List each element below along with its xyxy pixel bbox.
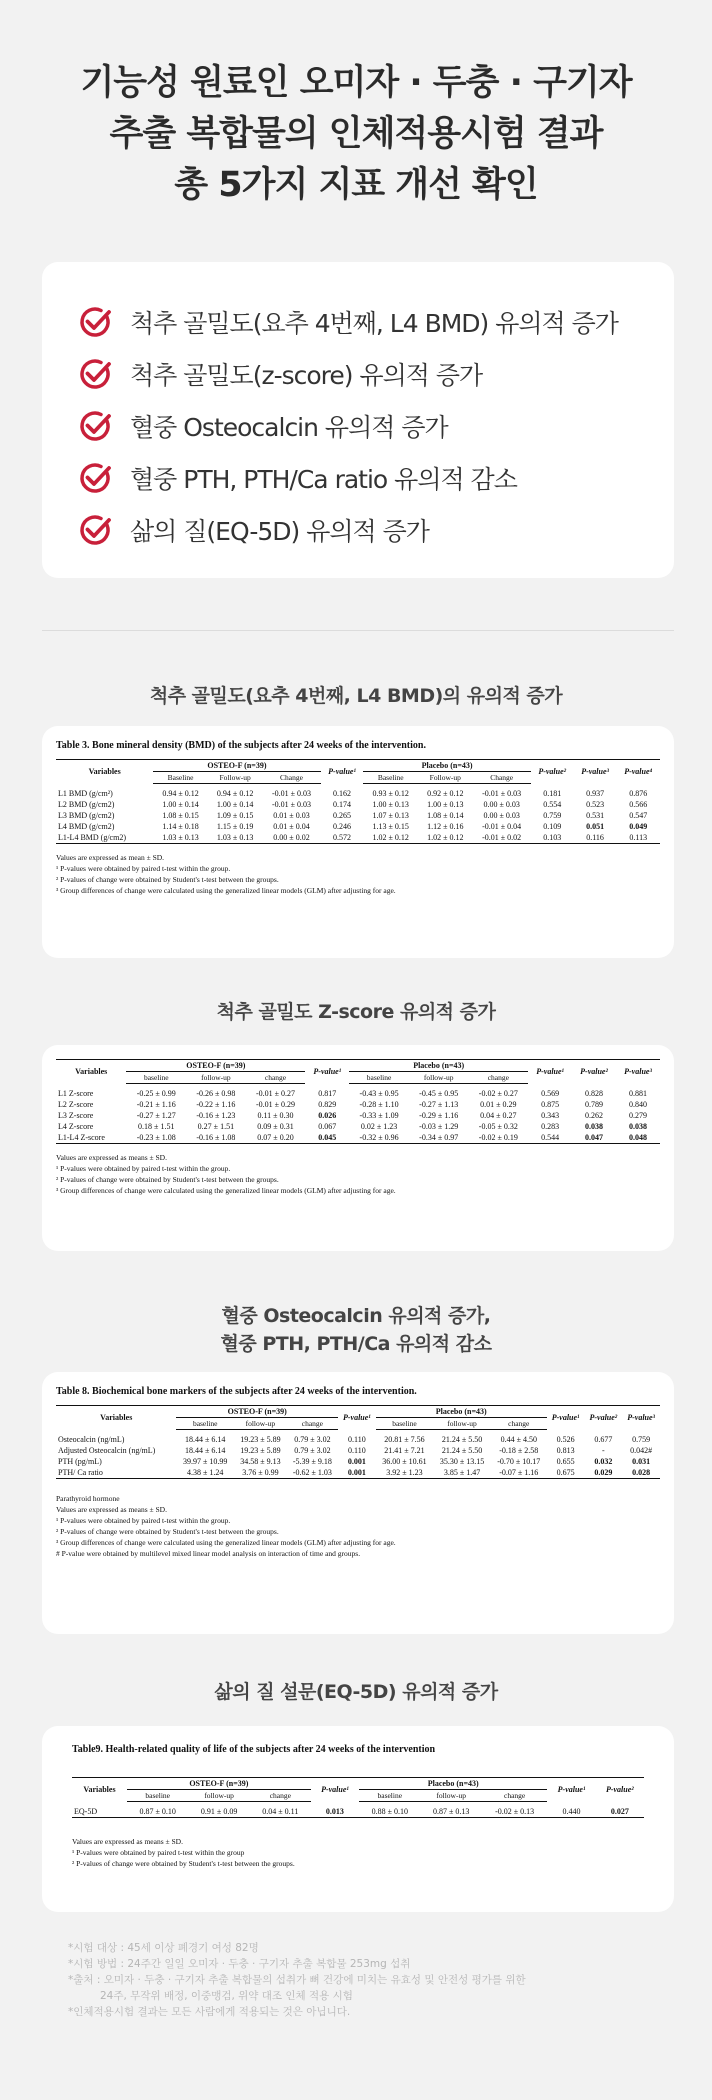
row-label: L2 BMD (g/cm2): [58, 800, 115, 809]
table-cell: -0.18 ± 2.58: [499, 1446, 539, 1455]
table-cell: 0.032: [594, 1457, 613, 1466]
table-cell: -0.25 ± 0.99: [136, 1089, 176, 1098]
table-note: ² P-values of change were obtained by Student's t-test between the groups.: [56, 1527, 279, 1536]
col-pvalue: P-value³: [616, 1060, 660, 1084]
col-baseline: baseline: [126, 1072, 186, 1084]
footnotes: [68, 1940, 526, 2020]
table-notes: [56, 1493, 660, 1559]
table-cell: 0.677: [594, 1434, 613, 1444]
table-cell: 0.675: [547, 1467, 585, 1479]
table-cell: 0.031: [632, 1457, 651, 1466]
table-cell: -0.34 ± 0.97: [409, 1132, 469, 1144]
table-cell: 1.00 ± 0.13: [427, 800, 464, 809]
col-pvalue: P-value¹: [305, 1060, 349, 1084]
col-group-placebo: Placebo (n=43): [349, 1060, 528, 1072]
col-baseline: baseline: [349, 1072, 409, 1084]
table-note: Parathyroid hormone: [56, 1494, 120, 1503]
table-cell: -0.33 ± 1.09: [359, 1111, 399, 1120]
table-cell: -: [602, 1446, 605, 1455]
table-body: [72, 1802, 644, 1818]
check-circle-icon: [78, 513, 112, 547]
table-cell: 0.44 ± 4.50: [500, 1435, 537, 1444]
row-label: EQ-5D: [72, 1802, 127, 1818]
table-cell: 0.01 ± 0.03: [273, 811, 310, 820]
col-variables: Variables: [56, 1406, 176, 1430]
table-cell: 1.03 ± 0.13: [208, 832, 263, 844]
table-cell: -0.01 ± 0.27: [255, 1089, 296, 1098]
table-note: ¹ P-values were obtained by paired t-test within the group: [72, 1848, 245, 1857]
check-circle-icon: [78, 461, 112, 495]
col-variables: Variables: [72, 1778, 127, 1802]
table-cell: 21.24 ± 5.50: [441, 1435, 483, 1444]
row-label: Adjusted Osteocalcin (ng/mL): [58, 1446, 156, 1455]
table-cell: 0.00 ± 0.02: [262, 832, 320, 844]
table-cell: 1.02 ± 0.12: [363, 832, 418, 844]
col-baseline: baseline: [127, 1790, 188, 1802]
section-title-line: 혈중 PTH, PTH/Ca 유의적 감소: [220, 1333, 492, 1355]
bmd-table: [56, 759, 660, 844]
table-cell: -0.01 ± 0.03: [271, 789, 312, 798]
col-baseline: Baseline: [363, 772, 418, 784]
row-label: L4 BMD (g/cm2): [58, 822, 115, 831]
table-cell: 1.12 ± 0.16: [427, 822, 464, 831]
table-cell: -0.05 ± 0.32: [478, 1122, 518, 1131]
table-cell: 0.531: [586, 811, 605, 820]
table-cell: 0.181: [543, 788, 562, 798]
table-cell: 18.44 ± 6.14: [185, 1446, 226, 1455]
col-follow-up: follow-up: [188, 1790, 249, 1802]
table-cell: 0.817: [318, 1088, 337, 1098]
table-cell: 1.15 ± 0.19: [216, 822, 254, 831]
table-cell: -0.02 ± 0.27: [478, 1089, 518, 1098]
table-cell: 1.00 ± 0.14: [162, 800, 199, 809]
col-pvalue: P-value¹: [311, 1778, 359, 1802]
col-change: Change: [262, 772, 320, 784]
table-cell: 0.00 ± 0.03: [483, 800, 520, 809]
table-cell: 21.41 ± 7.21: [384, 1446, 425, 1455]
table-notes: [56, 1152, 660, 1196]
col-pvalue: P-value²: [572, 1060, 616, 1084]
table-cell: 0.279: [629, 1111, 647, 1120]
table-cell: 0.00 ± 0.03: [483, 811, 520, 820]
col-pvalue: P-value¹: [528, 1060, 572, 1084]
table-cell: 0.042#: [630, 1446, 653, 1455]
table-cell: -0.01 ± 0.29: [255, 1100, 296, 1109]
table-cell: 1.09 ± 0.15: [216, 811, 254, 820]
table-row: [56, 832, 660, 844]
table-cell: 1.13 ± 0.15: [372, 822, 409, 831]
col-pvalue: P-value²: [584, 1406, 622, 1430]
table-cell: -0.32 ± 0.96: [349, 1132, 409, 1144]
checklist-item: [78, 296, 674, 348]
table-cell: 20.81 ± 7.56: [384, 1435, 425, 1444]
table-cell: 0.92 ± 0.12: [427, 789, 464, 798]
table-cell: 0.93 ± 0.12: [372, 789, 409, 798]
table-cell: 0.27 ± 1.51: [197, 1122, 235, 1131]
col-change: change: [246, 1072, 306, 1084]
table-cell: 0.283: [541, 1122, 560, 1131]
table-row: [56, 1430, 660, 1446]
checklist-item: [78, 348, 674, 400]
table-cell: 0.789: [585, 1100, 604, 1109]
table-caption: Table 3. Bone mineral density (BMD) of the subjects after 24 weeks of the intervention.: [56, 740, 426, 751]
table-cell: 0.162: [333, 788, 352, 798]
table-cell: 0.067: [318, 1122, 337, 1131]
table-cell: 0.544: [528, 1132, 572, 1144]
col-pvalue: P-value²: [531, 760, 574, 784]
col-pvalue: P-value⁴: [617, 760, 661, 784]
col-follow-up: follow-up: [186, 1072, 246, 1084]
table-cell: 0.09 ± 0.31: [257, 1122, 294, 1131]
col-pvalue: P-value¹: [338, 1406, 376, 1430]
table-cell: 0.547: [629, 811, 648, 820]
row-label: L3 BMD (g/cm2): [58, 811, 115, 820]
table-card-z-score: [42, 1045, 674, 1251]
row-label: L1-L4 Z-score: [56, 1132, 126, 1144]
col-pvalue: P-value¹: [547, 1406, 585, 1430]
table-note: ¹ P-values were obtained by paired t-test within the group.: [56, 1516, 231, 1525]
table-cell: 0.94 ± 0.12: [162, 789, 199, 798]
table-cell: 0.343: [541, 1111, 560, 1120]
checklist-item-text: 척추 골밀도(요추 4번째, L4 BMD) 유의적 증가: [130, 309, 618, 338]
col-change: change: [491, 1418, 547, 1430]
table-cell: 1.00 ± 0.13: [372, 800, 409, 809]
result-checklist-card: [42, 262, 674, 578]
table-cell: 0.001: [338, 1467, 376, 1479]
check-circle-icon: [78, 357, 112, 391]
biomarker-table: [56, 1405, 660, 1479]
row-label: L1 Z-score: [58, 1088, 94, 1098]
table-note: Values are expressed as mean ± SD.: [56, 853, 165, 862]
table-cell: 3.92 ± 1.23: [376, 1467, 434, 1479]
footnote: 24주, 무작위 배정, 이중맹검, 위약 대조 인체 적용 시험: [100, 1990, 353, 2002]
table-note: Values are expressed as means ± SD.: [72, 1837, 183, 1846]
table-cell: -0.02 ± 0.19: [469, 1132, 529, 1144]
table-row: [56, 810, 660, 821]
table-cell: 0.759: [543, 811, 562, 820]
table-note: ³ Group differences of change were calculated using the generalized linear models (GLM) after adjusting for age.: [56, 1186, 396, 1195]
table-cell: -0.01 ± 0.02: [473, 832, 531, 844]
col-variables: Variables: [56, 760, 153, 784]
table-cell: 0.440: [547, 1802, 595, 1818]
table-cell: 0.79 ± 3.02: [294, 1435, 331, 1444]
checklist-item-text: 혈중 PTH, PTH/Ca ratio 유의적 감소: [130, 465, 517, 494]
table-cell: 3.76 ± 0.99: [234, 1467, 287, 1479]
section-divider: [42, 630, 674, 631]
table-cell: 0.001: [347, 1457, 366, 1466]
table-cell: 0.113: [617, 832, 661, 844]
table-body: [56, 784, 660, 844]
table-cell: 0.88 ± 0.10: [359, 1802, 420, 1818]
section-title-l4-bmd: 척추 골밀도(요추 4번째, L4 BMD)의 유의적 증가: [149, 685, 563, 707]
col-follow-up: Follow-up: [418, 772, 473, 784]
table-cell: 0.029: [584, 1467, 622, 1479]
table-note: ¹ P-values were obtained by paired t-test within the group.: [56, 1164, 231, 1173]
table-cell: 0.038: [585, 1122, 604, 1131]
table-cell: 19.23 ± 5.89: [240, 1435, 281, 1444]
col-group-osteo: OSTEO-F (n=39): [127, 1778, 311, 1790]
table-cell: 0.110: [348, 1446, 366, 1455]
table-cell: 0.87 ± 0.10: [127, 1802, 188, 1818]
table-caption: Table 8. Biochemical bone markers of the subjects after 24 weeks of the intervention.: [56, 1386, 417, 1397]
table-cell: 0.79 ± 3.02: [294, 1446, 331, 1455]
table-cell: 0.655: [556, 1457, 575, 1466]
table-cell: 0.18 ± 1.51: [138, 1122, 175, 1131]
table-cell: -0.21 ± 1.16: [136, 1100, 176, 1109]
table-notes: [72, 1836, 644, 1869]
col-group-osteo: OSTEO-F (n=39): [176, 1406, 338, 1418]
row-label: L1 BMD (g/cm²): [58, 788, 113, 798]
section-title-z-score: 척추 골밀도 Z-score 유의적 증가: [216, 1001, 496, 1023]
table-row: [56, 784, 660, 800]
table-cell: 0.049: [629, 822, 648, 831]
table-cell: 0.523: [586, 800, 605, 809]
col-pvalue: P-value³: [574, 760, 617, 784]
table-cell: 35.30 ± 13.15: [439, 1457, 485, 1466]
table-note: ³ Group differences of change were calculated using the generalized linear models (GLM) after adjusting for age.: [56, 886, 396, 895]
table-cell: -0.16 ± 1.08: [186, 1132, 246, 1144]
table-cell: 0.554: [543, 800, 562, 809]
row-label: L1-L4 BMD (g/cm2): [56, 832, 153, 844]
table-row: [56, 1456, 660, 1467]
table-cell: 0.116: [574, 832, 617, 844]
checklist-item-text: 척추 골밀도(z-score) 유의적 증가: [130, 361, 483, 390]
col-group-placebo: Placebo (n=43): [359, 1778, 547, 1790]
table-cell: 0.875: [541, 1100, 560, 1109]
col-pvalue: P-value¹: [547, 1778, 595, 1802]
table-cell: 1.03 ± 0.13: [153, 832, 208, 844]
table-notes: [56, 852, 660, 896]
hero-title: [0, 58, 712, 211]
table-row: [56, 1467, 660, 1479]
checklist-item: [78, 452, 674, 504]
table-note: ³ Group differences of change were calculated using the generalized linear models (GLM) after adjusting for age.: [56, 1538, 396, 1547]
checklist-item-text: 혈중 Osteocalcin 유의적 증가: [130, 413, 448, 442]
table-note: ² P-values of change were obtained by Student's t-test between the groups.: [56, 875, 279, 884]
table-cell: 0.813: [556, 1446, 575, 1455]
table-cell: -0.01 ± 0.04: [482, 822, 522, 831]
table-row: [56, 1099, 660, 1110]
table-cell: 0.526: [556, 1434, 575, 1444]
table-cell: 0.828: [585, 1088, 604, 1098]
section-title-eq5d: 삶의 질 설문(EQ-5D) 유의적 증가: [214, 1681, 498, 1703]
col-follow-up: Follow-up: [208, 772, 263, 784]
table-card-biomarkers: [42, 1372, 674, 1634]
table-cell: 0.02 ± 1.23: [360, 1122, 398, 1131]
table-cell: -0.70 ± 10.17: [497, 1457, 541, 1466]
col-change: change: [469, 1072, 529, 1084]
table-cell: 0.047: [572, 1132, 616, 1144]
table-cell: 0.04 ± 0.11: [250, 1802, 311, 1818]
table-cell: 1.08 ± 0.14: [427, 811, 464, 820]
table-cell: 1.02 ± 0.12: [418, 832, 473, 844]
table-cell: 21.24 ± 5.50: [441, 1446, 483, 1455]
row-label: PTH (pg/mL): [58, 1457, 102, 1466]
table-cell: 1.14 ± 0.18: [162, 822, 199, 831]
table-cell: -0.62 ± 1.03: [287, 1467, 338, 1479]
section-title-biomarkers: [0, 1302, 712, 1358]
col-baseline: baseline: [359, 1790, 420, 1802]
col-change: change: [482, 1790, 547, 1802]
table-cell: 0.246: [333, 822, 352, 831]
table-cell: 19.23 ± 5.89: [240, 1446, 281, 1455]
check-circle-icon: [78, 305, 112, 339]
table-cell: -0.22 ± 1.16: [196, 1100, 236, 1109]
table-cell: -0.23 ± 1.08: [126, 1132, 186, 1144]
table-cell: -5.39 ± 9.18: [292, 1457, 332, 1466]
hero-line-1: 기능성 원료인 오미자 · 두충 · 구기자: [80, 63, 632, 103]
table-row: [56, 799, 660, 810]
col-pvalue: P-value¹: [321, 760, 364, 784]
table-card-eq5d: [42, 1726, 674, 1912]
table-note: # P-value were obtained by multilevel mixed linear model analysis on interaction of time and groups.: [56, 1549, 361, 1558]
table-cell: 18.44 ± 6.14: [185, 1435, 226, 1444]
table-cell: -0.26 ± 0.98: [196, 1089, 236, 1098]
table-cell: 0.026: [318, 1111, 337, 1120]
table-cell: 0.876: [629, 788, 648, 798]
table-cell: -0.01 ± 0.03: [271, 800, 312, 809]
table-card-bmd: [42, 726, 674, 958]
table-cell: -0.28 ± 1.10: [359, 1100, 399, 1109]
col-baseline: baseline: [376, 1418, 434, 1430]
eq5d-table: [72, 1777, 644, 1818]
checklist-item-text: 삶의 질(EQ-5D) 유의적 증가: [130, 517, 429, 546]
col-change: change: [250, 1790, 311, 1802]
table-row: [56, 1110, 660, 1121]
table-cell: -0.27 ± 1.27: [136, 1111, 176, 1120]
table-cell: 0.937: [586, 788, 605, 798]
table-note: Values are expressed as means ± SD.: [56, 1153, 167, 1162]
table-cell: 0.051: [586, 822, 605, 831]
col-baseline: baseline: [176, 1418, 234, 1430]
table-note: ² P-values of change were obtained by Student's t-test between the groups.: [72, 1859, 295, 1868]
table-cell: 0.028: [622, 1467, 660, 1479]
table-caption: Table9. Health-related quality of life of the subjects after 24 weeks of the intervention: [72, 1744, 436, 1755]
table-cell: 0.027: [596, 1802, 644, 1818]
col-variables: Variables: [56, 1060, 126, 1084]
col-group-osteo: OSTEO-F (n=39): [153, 760, 320, 772]
table-row: [56, 821, 660, 832]
table-body: [56, 1084, 660, 1144]
table-cell: 4.38 ± 1.24: [176, 1467, 234, 1479]
table-body: [56, 1430, 660, 1479]
footnote: *출처 : 오미자 · 두충 · 구기자 추출 복합물의 섭취가 뼈 건강에 미치는 유효성 및 안전성 평가를 위한: [68, 1974, 526, 1986]
z-score-table: [56, 1059, 660, 1144]
table-cell: 0.262: [585, 1111, 604, 1120]
table-row: [56, 1132, 660, 1144]
col-follow-up: follow-up: [420, 1790, 481, 1802]
row-label: L3 Z-score: [58, 1111, 94, 1120]
check-circle-icon: [78, 409, 112, 443]
footnote: *시험 방법 : 24주간 일일 오미자 · 두충 · 구기자 추출 복합물 253mg 섭취: [68, 1958, 411, 1970]
table-note: Values are expressed as means ± SD.: [56, 1505, 167, 1514]
footnote: *인체적용시험 결과는 모든 사람에게 적용되는 것은 아닙니다.: [68, 2006, 351, 2018]
checklist-item: [78, 504, 674, 556]
table-cell: 0.881: [629, 1088, 647, 1098]
table-cell: 0.045: [305, 1132, 349, 1144]
col-group-osteo: OSTEO-F (n=39): [126, 1060, 305, 1072]
table-cell: 36.00 ± 10.61: [382, 1457, 427, 1466]
col-follow-up: follow-up: [433, 1418, 491, 1430]
table-row: [56, 1121, 660, 1132]
table-row: [56, 1084, 660, 1100]
table-cell: 0.013: [311, 1802, 359, 1818]
table-cell: 0.572: [321, 832, 364, 844]
table-cell: 0.91 ± 0.09: [188, 1802, 249, 1818]
col-pvalue: P-value²: [596, 1778, 644, 1802]
table-cell: 0.94 ± 0.12: [216, 789, 254, 798]
table-cell: 1.08 ± 0.15: [162, 811, 199, 820]
col-follow-up: follow-up: [234, 1418, 287, 1430]
table-cell: 0.109: [543, 822, 562, 831]
table-cell: 0.110: [348, 1434, 366, 1444]
table-cell: -0.01 ± 0.03: [482, 789, 522, 798]
hero-line-2: 추출 복합물의 인체적용시험 결과: [109, 114, 603, 154]
table-cell: -0.45 ± 0.95: [419, 1089, 459, 1098]
col-change: Change: [473, 772, 531, 784]
checklist-item: [78, 400, 674, 452]
table-cell: 39.97 ± 10.99: [183, 1457, 228, 1466]
table-cell: -0.07 ± 1.16: [491, 1467, 547, 1479]
table-row: [56, 1445, 660, 1456]
section-title-line: 혈중 Osteocalcin 유의적 증가,: [221, 1305, 491, 1327]
table-cell: -0.43 ± 0.95: [359, 1089, 399, 1098]
table-cell: 0.07 ± 0.20: [246, 1132, 306, 1144]
table-cell: 0.759: [632, 1434, 651, 1444]
row-label: PTH/ Ca ratio: [56, 1467, 176, 1479]
col-change: change: [287, 1418, 338, 1430]
table-cell: 0.04 ± 0.27: [480, 1111, 517, 1120]
col-pvalue: P-value³: [622, 1406, 660, 1430]
table-cell: -0.03 ± 1.29: [419, 1122, 459, 1131]
table-cell: 0.11 ± 0.30: [257, 1111, 294, 1120]
col-group-placebo: Placebo (n=43): [363, 760, 530, 772]
table-note: ¹ P-values were obtained by paired t-test within the group.: [56, 864, 231, 873]
table-cell: 0.038: [629, 1122, 647, 1131]
col-follow-up: follow-up: [409, 1072, 469, 1084]
table-cell: -0.27 ± 1.13: [419, 1100, 459, 1109]
col-group-placebo: Placebo (n=43): [376, 1406, 547, 1418]
col-baseline: Baseline: [153, 772, 208, 784]
footnote: *시험 대상 : 45세 이상 폐경기 여성 82명: [68, 1942, 259, 1954]
table-cell: 0.265: [333, 811, 352, 820]
table-cell: 0.01 ± 0.29: [480, 1100, 517, 1109]
table-cell: 0.174: [333, 800, 352, 809]
table-cell: 0.840: [629, 1100, 647, 1109]
table-note: ² P-values of change were obtained by Student's t-test between the groups.: [56, 1175, 279, 1184]
table-cell: 0.829: [318, 1100, 337, 1109]
table-cell: 0.048: [616, 1132, 660, 1144]
table-cell: -0.29 ± 1.16: [419, 1111, 459, 1120]
table-cell: -0.16 ± 1.23: [196, 1111, 236, 1120]
table-cell: 1.00 ± 0.14: [216, 800, 254, 809]
row-label: L4 Z-score: [58, 1122, 94, 1131]
table-cell: 0.566: [629, 800, 648, 809]
table-cell: 0.87 ± 0.13: [420, 1802, 481, 1818]
table-cell: 0.01 ± 0.04: [273, 822, 310, 831]
table-cell: 0.103: [531, 832, 574, 844]
table-cell: 0.569: [541, 1088, 560, 1098]
table-cell: 34.58 ± 9.13: [240, 1457, 281, 1466]
table-cell: -0.02 ± 0.13: [482, 1802, 547, 1818]
row-label: L2 Z-score: [58, 1100, 94, 1109]
table-cell: 3.85 ± 1.47: [433, 1467, 491, 1479]
table-row: [72, 1802, 644, 1818]
table-cell: 1.07 ± 0.13: [372, 811, 409, 820]
row-label: Osteocalcin (ng/mL): [58, 1434, 125, 1444]
hero-line-3: 총 5가지 지표 개선 확인: [174, 165, 538, 205]
